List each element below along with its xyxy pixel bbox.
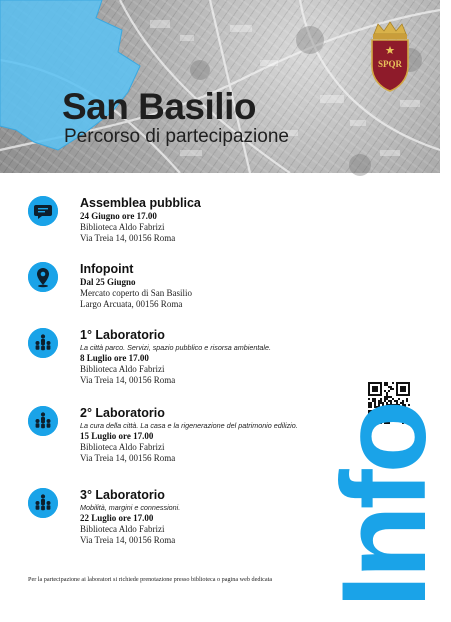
group-icon [28,488,58,518]
event-venue: Biblioteca Aldo Fabrizi [80,442,165,452]
event-venue: Biblioteca Aldo Fabrizi [80,524,165,534]
aerial-map-header [0,0,440,173]
event-description: La cura della città. La casa e la rigenerazione del patrimonio edilizio. [80,421,298,430]
roma-crest-icon [368,22,412,92]
event-venue: Biblioteca Aldo Fabrizi [80,364,165,374]
event-title: 2° Laboratorio [80,406,165,420]
speech-bubble-icon [28,196,58,226]
event-title: 3° Laboratorio [80,488,165,502]
event-address: Via Treia 14, 00156 Roma [80,453,176,463]
event-text [80,328,380,386]
event-title: 1° Laboratorio [80,328,165,342]
event-address: Via Treia 14, 00156 Roma [80,375,176,385]
event-address: Largo Arcuata, 00156 Roma [80,299,183,309]
group-icon [28,328,58,358]
event-venue: Biblioteca Aldo Fabrizi [80,222,165,232]
location-pin-icon [28,262,58,292]
info-text: Info [317,404,451,608]
event-address: Via Treia 14, 00156 Roma [80,233,176,243]
footnote: Per la partecipazione ai laboratori si richiede prenotazione presso biblioteca o pagina web dedicata [28,576,273,583]
svg-text:SPQR: SPQR [377,59,403,69]
event-date: Dal 25 Giugno [80,277,136,287]
event-address: Via Treia 14, 00156 Roma [80,535,176,545]
page-title: San Basilio [62,86,256,127]
event-text [80,262,380,310]
event-date: 24 Giugno ore 17.00 [80,211,157,221]
page-subtitle: Percorso di partecipazione [64,126,289,147]
group-icon [28,406,58,436]
event-date: 8 Luglio ore 17.00 [80,353,149,363]
event-description: La città parco. Servizi, spazio pubblico e risorsa ambientale. [80,343,271,352]
event-text [80,196,380,244]
event-date: 22 Luglio ore 17.00 [80,513,154,523]
info-vertical-label [317,392,451,620]
event-description: Mobilità, margini e connessioni. [80,503,181,512]
event-title: Assemblea pubblica [80,196,201,210]
event-venue: Mercato coperto di San Basilio [80,288,192,298]
event-date: 15 Luglio ore 17.00 [80,431,154,441]
event-title: Infopoint [80,262,134,276]
